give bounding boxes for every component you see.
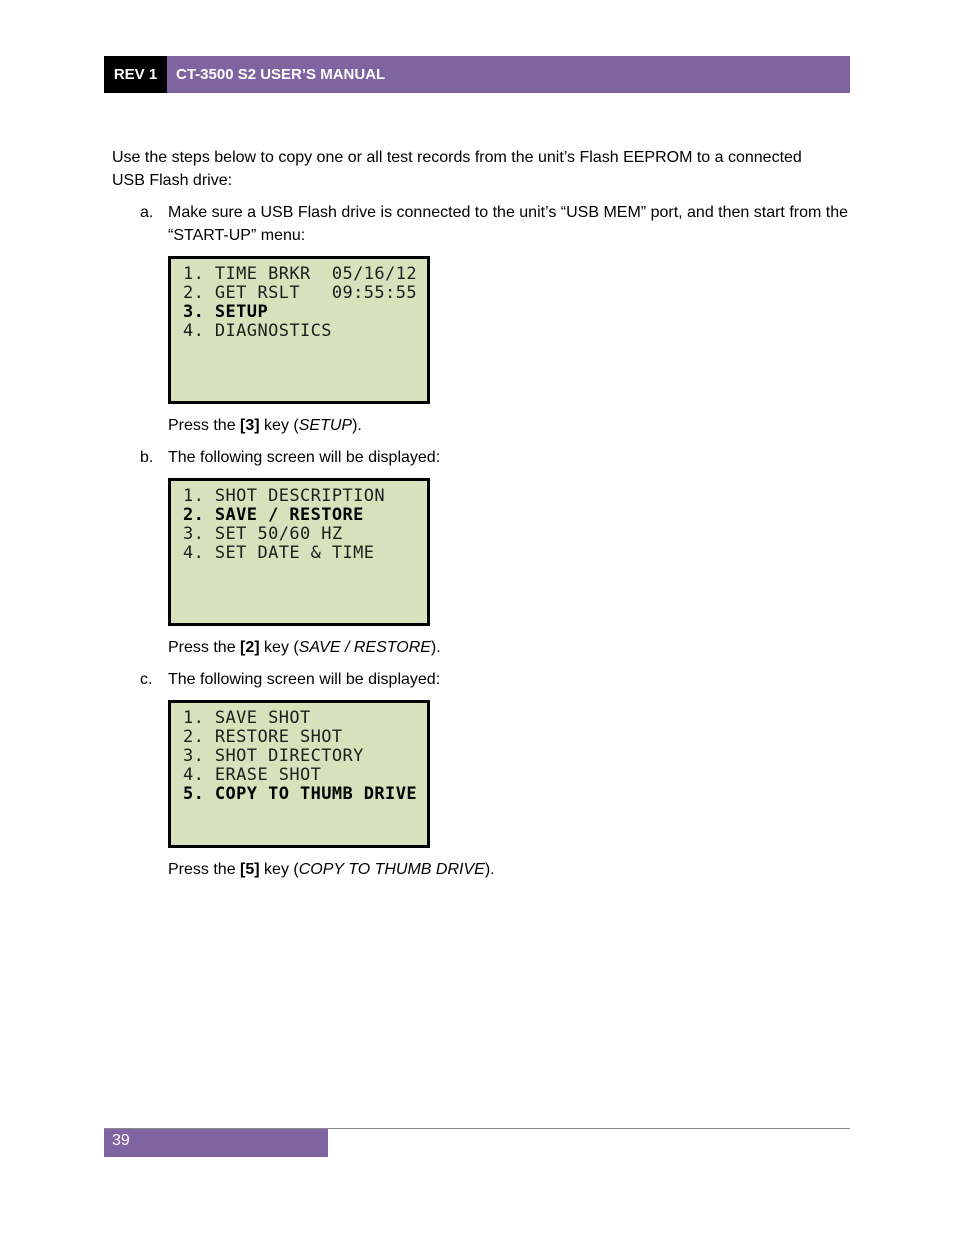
press-suffix: ). [484, 861, 495, 878]
lcd-line: 1. TIME BRKR 05/16/12 [183, 264, 417, 284]
press-instruction [168, 636, 441, 659]
press-mid: key ( [259, 639, 299, 656]
step-letter: c. [140, 671, 153, 688]
lcd-line: 3. SET 50/60 HZ [183, 524, 343, 544]
lcd-line: 1. SAVE SHOT [183, 708, 311, 728]
function-name: SAVE / RESTORE [298, 639, 431, 656]
lcd-screen-setup [168, 478, 430, 626]
lcd-line: 1. SHOT DESCRIPTION [183, 486, 386, 506]
lcd-line: 2. GET RSLT 09:55:55 [183, 283, 417, 303]
press-instruction [168, 414, 362, 437]
lcd-line: 2. RESTORE SHOT [183, 727, 343, 747]
page-header [104, 56, 850, 93]
press-mid: key ( [259, 417, 299, 434]
key-label: [2] [240, 639, 260, 656]
revision-label: REV 1 [104, 56, 167, 93]
press-prefix: Press the [168, 861, 241, 878]
page-number: 39 [104, 1129, 328, 1157]
intro-paragraph: Use the steps below to copy one or all test records from the unit’s Flash EEPROM to a connected USB Flash drive: [112, 149, 802, 189]
press-instruction [168, 858, 495, 881]
manual-title: CT-3500 S2 USER’S MANUAL [167, 56, 850, 93]
function-name: SETUP [298, 417, 353, 434]
lcd-line: 3. SHOT DIRECTORY [183, 746, 364, 766]
step-text: The following screen will be displayed: [168, 449, 441, 466]
press-suffix: ). [430, 639, 441, 656]
press-mid: key ( [259, 861, 299, 878]
step-text: The following screen will be displayed: [168, 671, 441, 688]
lcd-line: 4. SET DATE & TIME [183, 543, 375, 563]
lcd-line-selected: 3. SETUP [183, 302, 269, 322]
press-prefix: Press the [168, 417, 241, 434]
key-label: [3] [240, 417, 260, 434]
key-label: [5] [240, 861, 260, 878]
press-suffix: ). [352, 417, 362, 434]
function-name: COPY TO THUMB DRIVE [298, 861, 485, 878]
lcd-screen-save-restore [168, 700, 430, 848]
step-letter: a. [140, 204, 154, 221]
step-text: Make sure a USB Flash drive is connected to the unit’s “USB MEM” port, and then start from the “START-UP” menu: [168, 204, 848, 244]
lcd-line-selected: 2. SAVE / RESTORE [183, 505, 364, 525]
lcd-screen-startup [168, 256, 430, 404]
press-prefix: Press the [168, 639, 241, 656]
lcd-line: 4. ERASE SHOT [183, 765, 322, 785]
lcd-line-selected: 5. COPY TO THUMB DRIVE [183, 784, 417, 804]
step-letter: b. [140, 449, 154, 466]
lcd-line: 4. DIAGNOSTICS [183, 321, 332, 341]
